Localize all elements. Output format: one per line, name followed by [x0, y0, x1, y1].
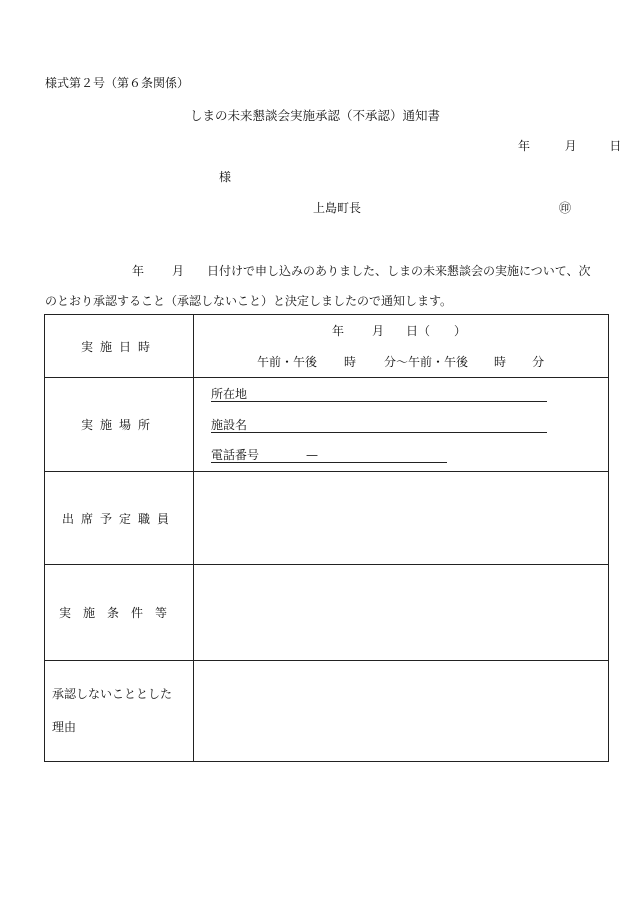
- body-month-label: 月: [172, 264, 185, 278]
- location-phone-label: 電話番号: [211, 448, 260, 462]
- date-day-label: 日: [609, 139, 622, 153]
- value-reason: [194, 661, 609, 762]
- form-number-label: 様式第２号（第６条関係）: [45, 76, 190, 90]
- label-location: 実施場所: [45, 378, 194, 472]
- dt-hour-end: 時: [494, 355, 507, 369]
- value-conditions: [194, 565, 609, 661]
- dt-hour-start: 時: [344, 355, 357, 369]
- date-year-label: 年: [518, 139, 531, 153]
- sender-name: 上島町長: [313, 201, 362, 215]
- table-row-datetime: [45, 315, 609, 378]
- table-row-location: [45, 378, 609, 472]
- label-attendees: 出席予定職員: [45, 472, 194, 565]
- label-datetime: 実施日時: [45, 315, 194, 378]
- issue-date: [518, 137, 621, 154]
- table-row-conditions: [45, 565, 609, 661]
- dt-ampm-start: 午前・午後: [257, 355, 318, 369]
- label-reason: [45, 661, 194, 762]
- label-conditions: 実施条件等: [45, 565, 194, 661]
- dt-minute-to-ampm: 分〜午前・午後: [384, 355, 469, 369]
- dt-month: 月: [372, 324, 385, 338]
- dt-minute-end: 分: [532, 355, 545, 369]
- value-location: [194, 378, 609, 472]
- reason-label-line-1: 承認しないこととした: [52, 687, 173, 701]
- details-table: [44, 314, 609, 762]
- datetime-time-line: [257, 353, 544, 370]
- seal-mark: ㊞: [559, 201, 572, 215]
- location-phone-dash: —: [306, 448, 319, 462]
- value-datetime: [194, 315, 609, 378]
- addressee-honorific: 様: [219, 170, 232, 184]
- body-year-label: 年: [132, 264, 145, 278]
- value-attendees: [194, 472, 609, 565]
- table-row-attendees: [45, 472, 609, 565]
- dt-year: 年: [332, 324, 345, 338]
- date-month-label: 月: [564, 139, 577, 153]
- body-line1-text: 日付けで申し込みのありました、しまの未来懇談会の実施について、次: [207, 264, 591, 278]
- body-text-line-2: のとおり承認すること（承認しないこと）と決定しましたので通知します。: [45, 294, 453, 308]
- dt-day: 日（ ）: [406, 324, 467, 338]
- location-phone-line: [211, 446, 447, 463]
- location-address-line: [211, 385, 547, 402]
- reason-label-line-2: 理由: [52, 720, 77, 734]
- location-facility-line: [211, 416, 547, 433]
- body-text-line-1: [45, 262, 591, 279]
- datetime-date-line: [332, 322, 466, 339]
- table-row-reason: [45, 661, 609, 762]
- location-address-label: 所在地: [211, 387, 248, 401]
- document-title: しまの未来懇談会実施承認（不承認）通知書: [189, 108, 440, 123]
- location-facility-label: 施設名: [211, 418, 248, 432]
